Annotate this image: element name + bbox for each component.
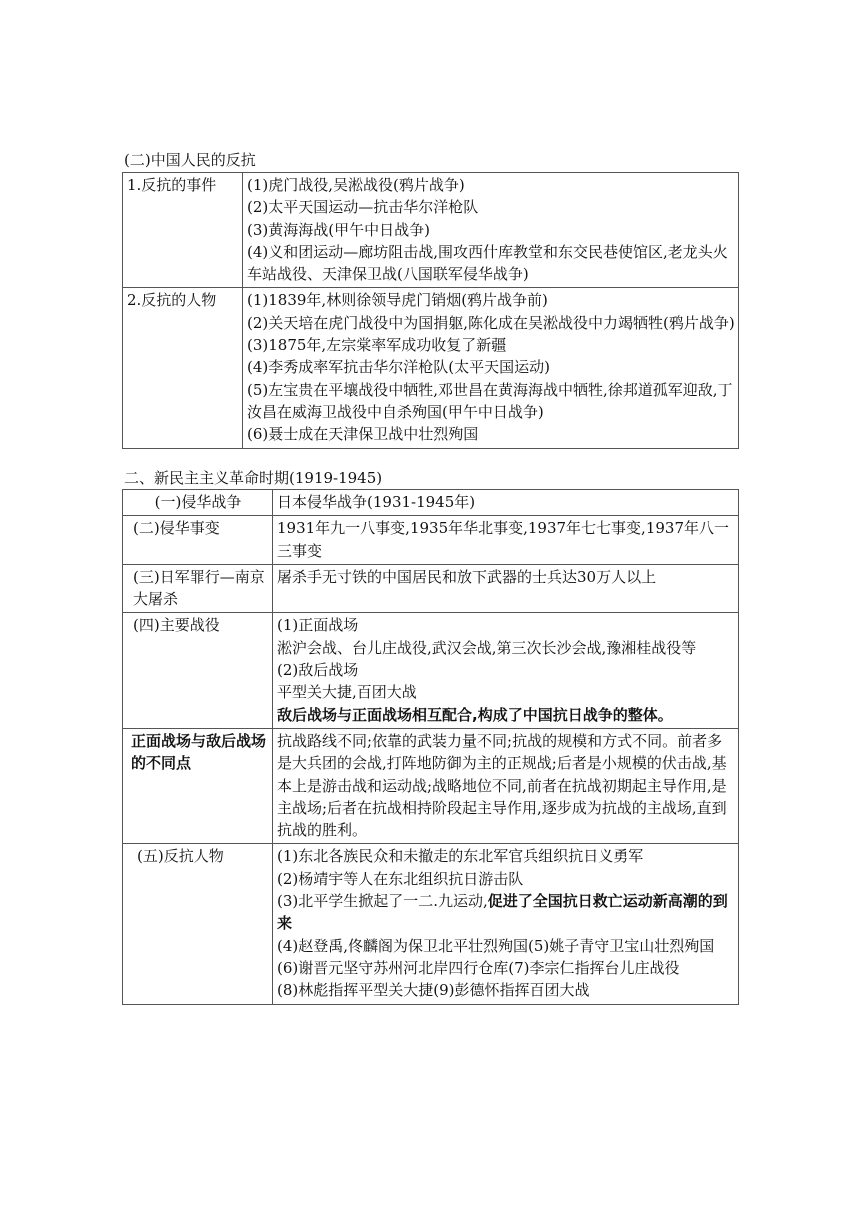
row-label: 1.反抗的事件 <box>123 173 243 288</box>
row-label: (二)侵华事变 <box>123 516 273 565</box>
table-row <box>123 844 739 1004</box>
bold-emphasis: 促进了全国抗日救亡运动新高潮的到来 <box>277 892 728 933</box>
row-content <box>243 173 739 288</box>
table-row <box>123 490 739 516</box>
row-label: (三)日军罪行—南京大屠杀 <box>123 564 273 613</box>
list-item: (1)东北各族民众和未撤走的东北军官兵组织抗日义勇军 <box>277 847 644 866</box>
list-item: (2)太平天国运动—抗击华尔洋枪队 <box>247 198 479 217</box>
list-item: (2)敌后战场 <box>277 661 359 680</box>
section-title-new-democratic: 二、新民主主义革命时期(1919-1945) <box>124 469 383 487</box>
row-content: 日本侵华战争(1931-1945年) <box>273 490 739 516</box>
list-item: (4)赵登禹,佟麟阁为保卫北平壮烈殉国(5)姚子青守卫宝山壮烈殉国 <box>277 936 715 955</box>
row-label: (五)反抗人物 <box>123 844 273 1004</box>
list-item: (8)林彪指挥平型关大捷(9)彭德怀指挥百团大战 <box>277 981 590 1000</box>
row-content: 1931年九一八事变,1935年华北事变,1937年七七事变,1937年八一三事变 <box>273 516 739 565</box>
list-item: (3)1875年,左宗棠率军成功收复了新疆 <box>247 336 507 355</box>
row-content <box>273 613 739 728</box>
list-item: (3)黄海海战(甲午中日战争) <box>247 220 430 239</box>
list-item: (6)谢晋元坚守苏州河北岸四行仓库(7)李宗仁指挥台儿庄战役 <box>277 958 680 977</box>
new-democratic-table <box>122 489 739 1005</box>
row-label: 正面战场与敌后战场的不同点 <box>123 728 273 843</box>
list-item: 平型关大捷,百团大战 <box>277 683 417 702</box>
row-label: 2.反抗的人物 <box>123 288 243 448</box>
list-item: (1)正面战场 <box>277 616 359 635</box>
row-content <box>243 288 739 448</box>
row-content: 抗战路线不同;依靠的武装力量不同;抗战的规模和方式不同。前者多是大兵团的会战,打阵地防御为主的正规战;后者是小规模的伏击战,基本上是游击战和运动战;战略地位不同,前者在抗战初期起主导作用,是主战场;后者在抗战相持阶段起主导作用,逐步成为抗战的主战场,直到抗战的胜利。 <box>273 728 739 843</box>
list-item: (4)李秀成率军抗击华尔洋枪队(太平天国运动) <box>247 358 550 377</box>
list-item: (4)义和团运动—廊坊阻击战,围攻西什库教堂和东交民巷使馆区,老龙头火车站战役、天津保卫战(八国联军侵华战争) <box>247 242 728 284</box>
table-row <box>123 288 739 448</box>
list-item: 淞沪会战、台儿庄战役,武汉会战,第三次长沙会战,豫湘桂战役等 <box>277 638 697 657</box>
bold-conclusion: 敌后战场与正面战场相互配合,构成了中国抗日战争的整体。 <box>277 705 673 724</box>
section-title-resistance: (二)中国人民的反抗 <box>124 151 256 169</box>
row-content <box>273 844 739 1004</box>
row-label: (四)主要战役 <box>123 613 273 728</box>
table-row <box>123 728 739 843</box>
list-item-text: (3)北平学生掀起了一二.九运动, <box>277 892 488 911</box>
list-item: (5)左宝贵在平壤战役中牺牲,邓世昌在黄海海战中牺牲,徐邦道孤军迎敌,丁汝昌在威海卫战役中自杀殉国(甲午中日战争) <box>247 380 733 421</box>
list-item <box>277 890 735 935</box>
resistance-table <box>122 172 739 449</box>
row-label: (一)侵华战争 <box>123 490 273 516</box>
table-row <box>123 613 739 728</box>
list-item: (2)杨靖宇等人在东北组织抗日游击队 <box>277 869 524 888</box>
list-item: (1)虎门战役,吴淞战役(鸦片战争) <box>247 176 465 194</box>
table-row <box>123 516 739 565</box>
list-item: (2)关天培在虎门战役中为国捐躯,陈化成在吴淞战役中力竭牺牲(鸦片战争) <box>247 313 735 332</box>
list-item: (1)1839年,林则徐领导虎门销烟(鸦片战争前) <box>247 291 548 310</box>
row-content: 屠杀手无寸铁的中国居民和放下武器的士兵达30万人以上 <box>273 564 739 613</box>
table-row <box>123 564 739 613</box>
table-row <box>123 173 739 288</box>
list-item: (6)聂士成在天津保卫战中壮烈殉国 <box>247 425 479 444</box>
